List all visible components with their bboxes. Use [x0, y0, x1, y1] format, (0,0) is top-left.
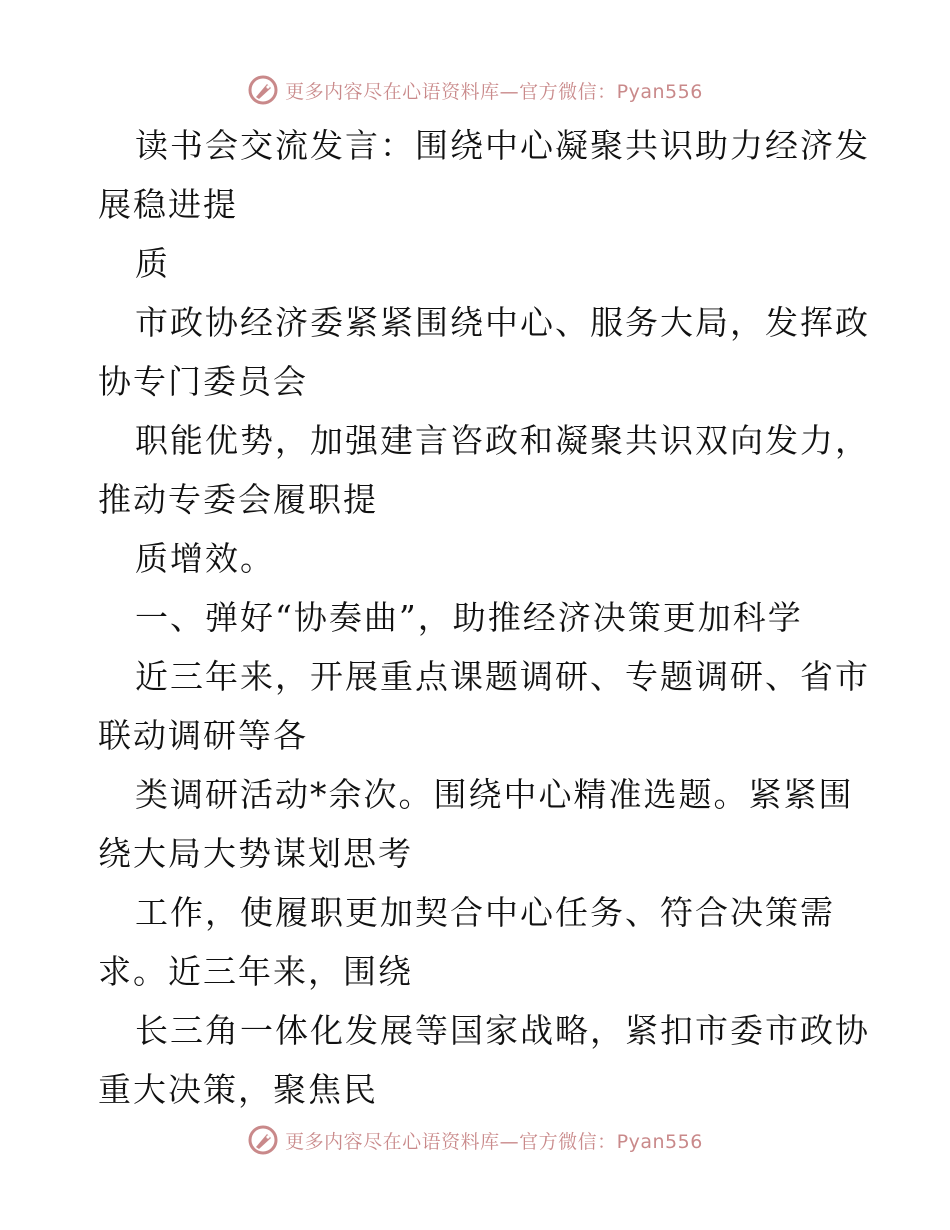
header-watermark — [0, 70, 950, 110]
text-line: 长三角一体化发展等国家战略，紧扣市委市政协 — [135, 1011, 870, 1050]
text-line: 市政协经济委紧紧围绕中心、服务大局，发挥政 — [135, 303, 870, 342]
text-line: 展稳进提 — [98, 185, 238, 224]
pen-nib-circle-icon — [247, 74, 279, 106]
text-line: 质 — [135, 244, 170, 283]
text-line: 读书会交流发言：围绕中心凝聚共识助力经济发 — [135, 126, 870, 165]
text-line: 近三年来，开展重点课题调研、专题调研、省市 — [135, 657, 870, 696]
text-line: 类调研活动*余次。围绕中心精准选题。紧紧围 — [135, 775, 854, 814]
text-line: 联动调研等各 — [98, 716, 308, 755]
text-line: 一、弹好“协奏曲”，助推经济决策更加科学 — [135, 598, 803, 637]
pen-nib-circle-icon — [247, 1124, 279, 1156]
text-line: 重大决策，聚焦民 — [98, 1070, 378, 1109]
text-line: 绕大局大势谋划思考 — [98, 834, 413, 873]
watermark-text: 更多内容尽在心语资料库—官方微信：Pyan556 — [285, 80, 703, 103]
document-body — [98, 116, 868, 1119]
text-line: 质增效。 — [135, 539, 275, 578]
text-line: 职能优势，加强建言咨政和凝聚共识双向发力， — [135, 421, 870, 460]
text-line: 工作，使履职更加契合中心任务、符合决策需 — [135, 893, 835, 932]
footer-watermark — [0, 1120, 950, 1160]
watermark-text: 更多内容尽在心语资料库—官方微信：Pyan556 — [285, 1130, 703, 1153]
text-line: 协专门委员会 — [98, 362, 308, 401]
text-line: 推动专委会履职提 — [98, 480, 378, 519]
text-line: 求。近三年来，围绕 — [98, 952, 413, 991]
